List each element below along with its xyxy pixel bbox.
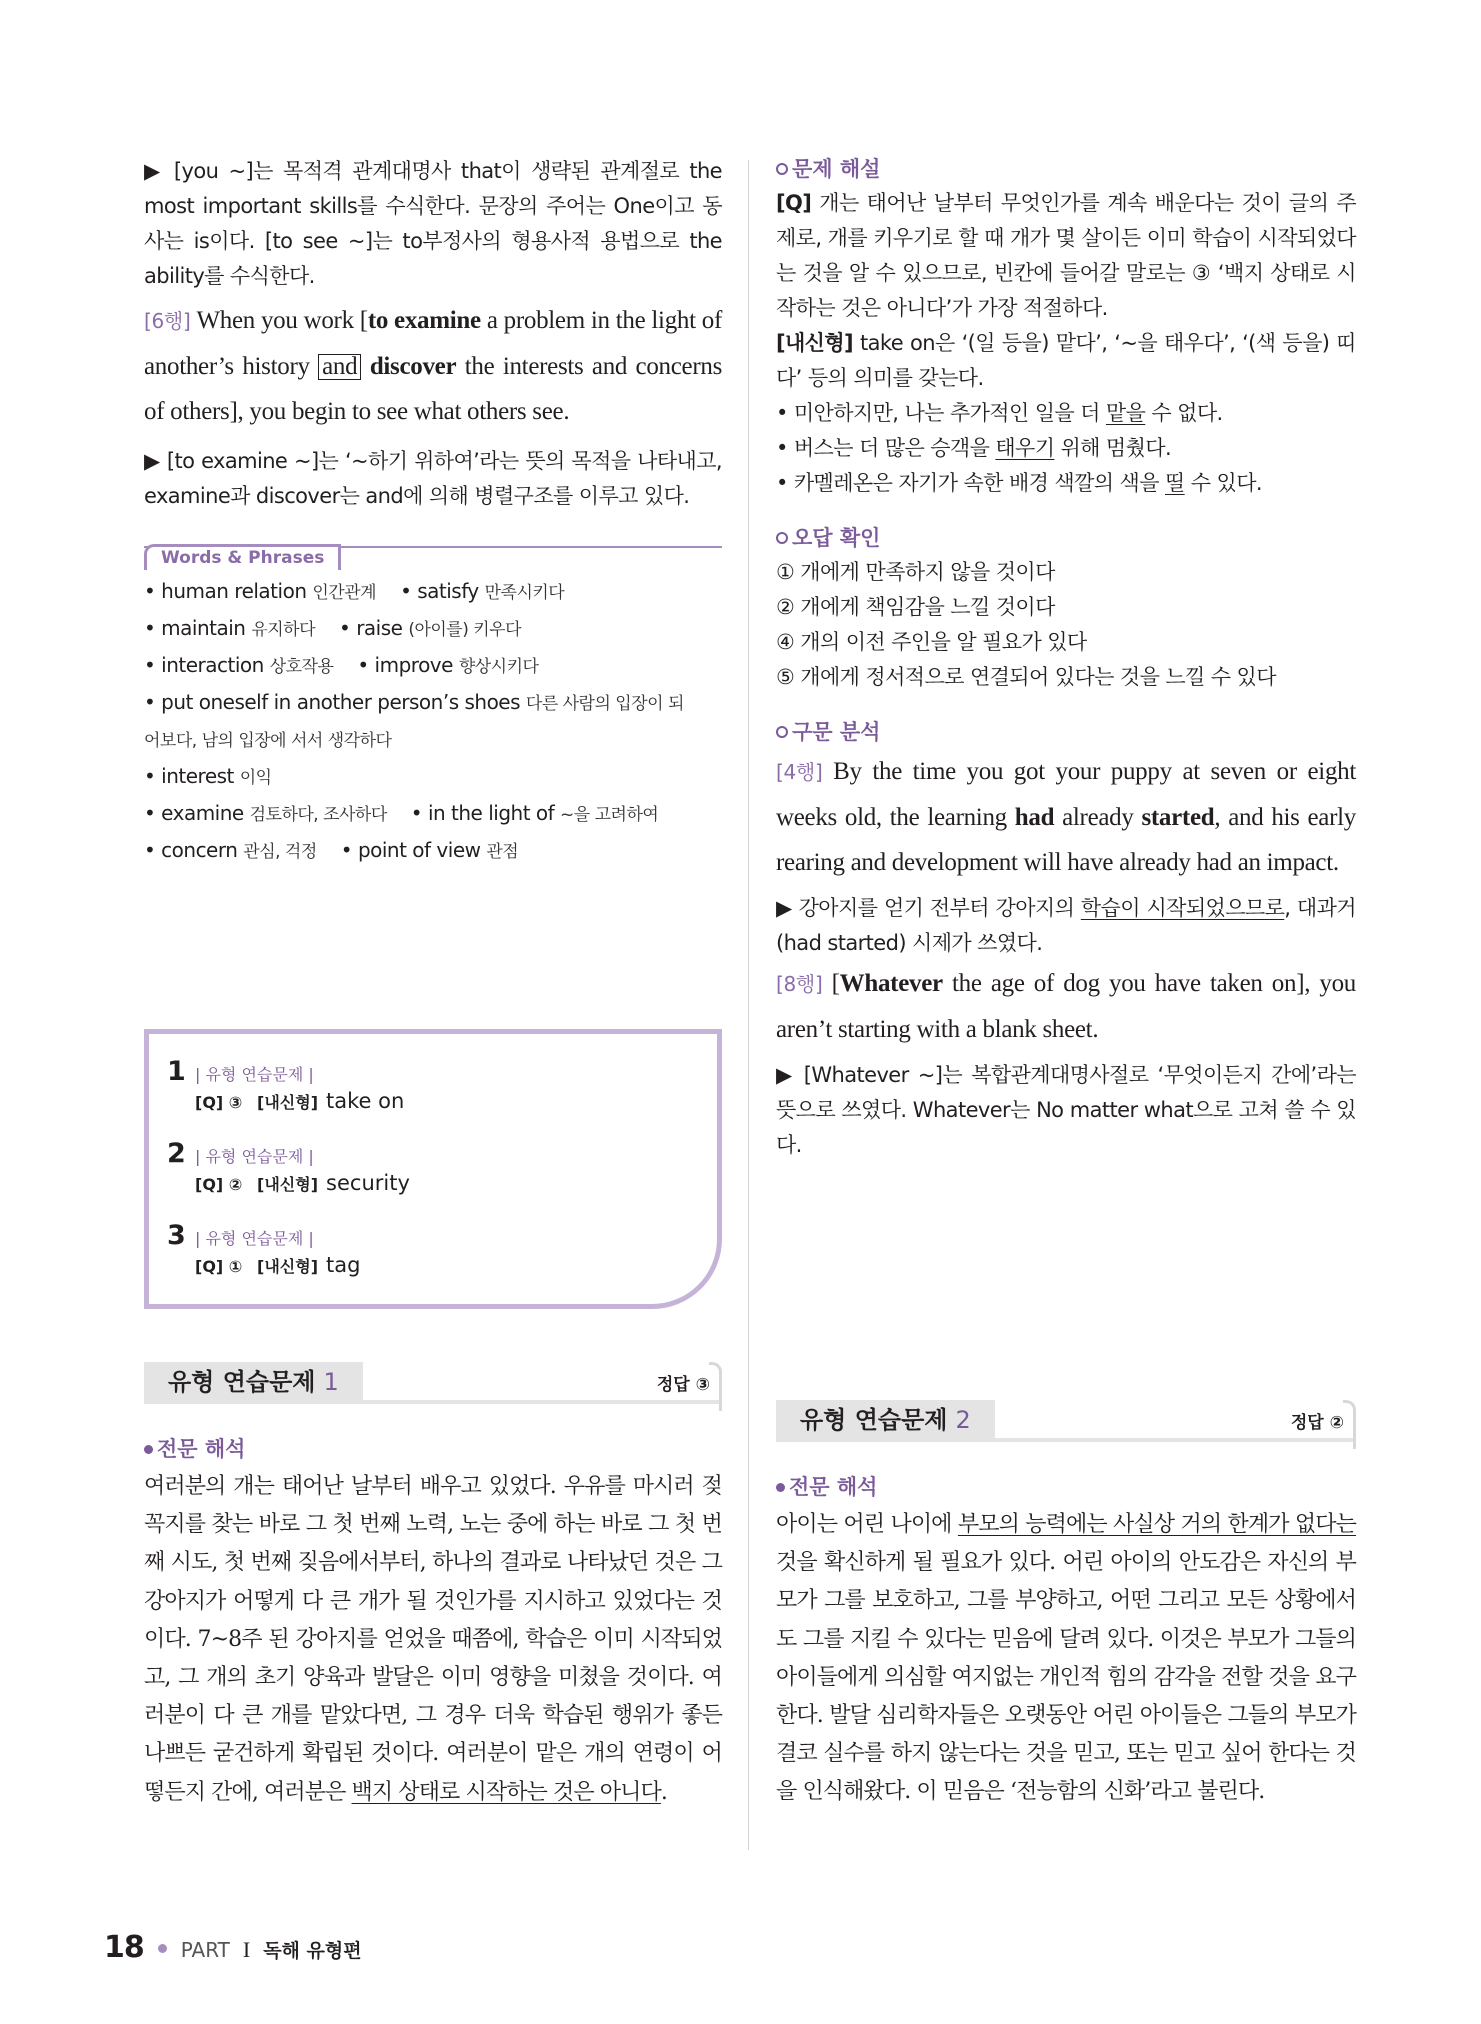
answer-type: | 유형 연습문제 | (195, 1147, 314, 1166)
wp-term: concern (161, 838, 238, 862)
dot-icon (158, 1944, 167, 1953)
wp-row (144, 648, 722, 685)
wp-item: • concern 관심, 걱정 (144, 838, 317, 862)
wp-term: improve (374, 653, 453, 677)
wrong-answer-list (776, 555, 1356, 695)
wp-row (144, 833, 722, 870)
wp-term: satisfy (417, 579, 479, 603)
wp-meaning: 상호작용 (269, 657, 334, 677)
n-answer: take on (326, 1089, 405, 1113)
wp-item: • satisfy 만족시키다 (400, 579, 565, 603)
wp-item: • in the light of ~을 고려하여 (410, 801, 659, 825)
words-phrases-box (144, 540, 722, 870)
grammar-note-2: ▶ [to examine ~]는 ‘~하기 위하여’라는 뜻의 목적을 나타내고, examine과 discover는 and에 의해 병렬구조를 이루고 있다. (144, 449, 722, 508)
line-8-sentence: [8행] [Whatever the age of dog you have taken on], you aren’t starting with a blank sheet. (776, 970, 1356, 1043)
example-2: • 버스는 더 많은 승객을 태우기 위해 멈췄다. (776, 436, 1172, 460)
line-4-sentence: [4행] By the time you got your puppy at seven or eight weeks old, the learning had already started, and his early rearing and development will have already had an impact. (776, 758, 1356, 876)
wrong-answer-item: ① 개에게 만족하지 않을 것이다 (776, 560, 1055, 584)
wp-meaning: 관점 (486, 842, 519, 862)
answer-number: 1 (167, 1056, 186, 1087)
wp-item: • put oneself in another person’s shoes 다른 사람의 입장이 되어보다, 남의 입장에 서서 생각하다 (144, 690, 684, 751)
n-explanation: [내신형] take on은 ‘(일 등을) 맡다’, ‘~을 태우다’, ‘(색 등을) 띠다’ 등의 의미를 갖는다. (776, 331, 1356, 390)
n-label: [내신형] (257, 1093, 319, 1112)
wrong-answer-item: ② 개에게 책임감을 느낄 것이다 (776, 595, 1055, 619)
wp-row (144, 611, 722, 648)
left-column (144, 154, 722, 870)
wp-item: • interaction 상호작용 (144, 653, 334, 677)
part-title: 독해 유형편 (263, 1940, 362, 1962)
page-number: 18 (104, 1930, 144, 1965)
grammar-note-1: ▶ [you ~]는 목적격 관계대명사 that이 생략된 관계절로 the most important skills를 수식한다. 문장의 주어는 One이고 동사는 is이다. [to see ~]는 to부정사의 형용사적 용법으로 the ability를 수식한다. (144, 159, 722, 288)
grammar-note-4: ▶ 강아지를 얻기 전부터 강아지의 학습이 시작되었으므로, 대과거(had started) 시제가 쓰였다. (776, 896, 1356, 955)
n-answer: tag (326, 1253, 361, 1277)
wp-meaning: 검토하다, 조사하다 (249, 805, 387, 825)
wp-item: • examine 검토하다, 조사하다 (144, 801, 387, 825)
section-header (776, 1400, 1356, 1448)
section-practice-2 (776, 1400, 1356, 1812)
translation-text: 아이는 어린 나이에 부모의 능력에는 사실상 거의 한계가 없다는 것을 확신하게 될 필요가 있다. 어린 아이의 안도감은 자신의 부모가 그를 보호하고, 그를 부양하고, 어떤 그리고 모든 상황에서도 그를 지킬 수 있다는 믿음에 달려 있다. 이것은 부모가 그들의 아이들에게 의심할 여지없는 개인적 힘의 감각을 전할 것을 요구한다. 발달 심리학자들은 오랫동안 어린 아이들은 그들의 부모가 결코 실수를 하지 않는다는 것을 믿고, 또는 믿고 싶어 한다는 것을 인식해왔다. 이 믿음은 ‘전능함의 신화’라고 불린다. (776, 1512, 1356, 1805)
wp-row (144, 796, 722, 833)
part-roman: I (242, 1937, 251, 1962)
answer-type: | 유형 연습문제 | (195, 1065, 314, 1084)
subheading-translation: 전문 해석 (776, 1470, 1356, 1504)
n-label: [내신형] (257, 1257, 319, 1276)
bullet-icon (144, 1445, 153, 1454)
wp-meaning: 만족시키다 (484, 583, 565, 603)
wp-item: • human relation 인간관계 (144, 579, 377, 603)
q-explanation: [Q] 개는 태어난 날부터 무엇인가를 계속 배운다는 것이 글의 주제로, 개를 키우기로 할 때 개가 몇 살이든 이미 학습이 시작되었다는 것을 알 수 있으므로, 빈칸에 들어갈 말로는 ③ ‘백지 상태로 시작하는 것은 아니다’가 가장 적절하다. (776, 191, 1356, 320)
wp-list (144, 574, 722, 870)
wp-term: interest (161, 764, 234, 788)
q-answer: [Q] ③ (195, 1093, 243, 1112)
subheading-wrong-answers: 오답 확인 (776, 521, 1356, 555)
wp-term: examine (161, 801, 244, 825)
wp-meaning: 유지하다 (251, 620, 316, 640)
wp-term: raise (356, 616, 403, 640)
wp-item: • raise (아이를) 키우다 (339, 616, 522, 640)
wp-meaning: (아이를) 키우다 (408, 620, 522, 640)
wp-meaning: 다른 사람의 입장이 되어보다, 남의 입장에 서서 생각하다 (144, 694, 684, 751)
wp-term: in the light of (427, 801, 555, 825)
wp-item: • maintain 유지하다 (144, 616, 316, 640)
wp-item: • interest 이익 (144, 764, 272, 788)
wp-term: human relation (161, 579, 307, 603)
example-3: • 카멜레온은 자기가 속한 배경 색깔의 색을 띨 수 있다. (776, 471, 1262, 495)
answer-number: 2 (167, 1138, 186, 1169)
wp-item: • point of view 관점 (340, 838, 519, 862)
subheading-explanation: 문제 해설 (776, 152, 1356, 186)
q-answer: [Q] ② (195, 1175, 243, 1194)
wp-term: interaction (161, 653, 264, 677)
wp-term: point of view (357, 838, 481, 862)
translation-text: 여러분의 개는 태어난 날부터 배우고 있었다. 우유를 마시러 젖꼭지를 찾는 바로 그 첫 번째 노력, 노는 중에 하는 바로 그 첫 번째 시도, 첫 번째 짖음에서부터, 하나의 결과로 나타났던 것은 그 강아지가 어떻게 다 큰 개가 될 것인가를 지시하고 있었다는 것이다. 7~8주 된 강아지를 얻었을 때쯤에, 학습은 이미 시작되었고, 그 개의 초기 양육과 발달은 이미 영향을 미쳤을 것이다. 여러분이 다 큰 개를 맡았다면, 그 경우 더욱 학습된 행위가 좋든 나쁘든 굳건하게 확립된 것이다. 여러분이 맡은 개의 연령이 어떻든지 간에, 여러분은 백지 상태로 시작하는 것은 아니다. (144, 1474, 722, 1805)
wp-term: maintain (161, 616, 246, 640)
wrong-answer-item: ④ 개의 이전 주인을 알 필요가 있다 (776, 630, 1087, 654)
answer-number: 3 (167, 1220, 186, 1251)
grammar-note-8: ▶ [Whatever ~]는 복합관계대명사절로 ‘무엇이든지 간에’라는 뜻으로 쓰였다. Whatever는 No matter what으로 고쳐 쓸 수 있다. (776, 1063, 1356, 1157)
answer-row (167, 1220, 717, 1302)
page-footer (104, 1930, 362, 1965)
circle-icon (776, 726, 788, 738)
wp-meaning: 인간관계 (312, 583, 377, 603)
answer-row (167, 1056, 717, 1138)
circle-icon (776, 163, 788, 175)
wp-meaning: 향상시키다 (458, 657, 539, 677)
example-1: • 미안하지만, 나는 추가적인 일을 더 맡을 수 없다. (776, 401, 1223, 425)
wp-row (144, 574, 722, 611)
line-tag: [6행] (144, 309, 191, 333)
subheading-translation: 전문 해석 (144, 1432, 722, 1466)
n-answer: security (326, 1171, 410, 1195)
n-label: [내신형] (257, 1175, 319, 1194)
right-column (776, 154, 1356, 1163)
wp-term: put oneself in another person’s shoes (161, 690, 521, 714)
wp-item: • improve 향상시키다 (357, 653, 539, 677)
section-title: 유형 연습문제 1 (144, 1362, 363, 1402)
wp-meaning: 관심, 걱정 (243, 842, 317, 862)
bullet-icon (776, 1483, 785, 1492)
q-answer: [Q] ① (195, 1257, 243, 1276)
column-divider (748, 160, 749, 1850)
answer-label: 정답 ③ (657, 1370, 710, 1395)
answer-row (167, 1138, 717, 1220)
part-label: PART (180, 1938, 230, 1962)
wp-title: Words & Phrases (144, 544, 341, 570)
section-title: 유형 연습문제 2 (776, 1400, 995, 1440)
answer-label: 정답 ② (1291, 1408, 1344, 1433)
section-header (144, 1362, 722, 1410)
wp-row (144, 685, 722, 796)
wp-meaning: 이익 (239, 768, 272, 788)
circle-icon (776, 532, 788, 544)
line-6-sentence: [6행] When you work [to examine a problem in the light of another’s history and discover the interests and concerns of others], you begin to see what others see. (144, 307, 723, 425)
subheading-syntax: 구문 분석 (776, 715, 1356, 749)
wp-meaning: ~을 고려하여 (560, 805, 659, 825)
section-practice-1 (144, 1362, 722, 1812)
answer-box (144, 1029, 722, 1309)
wrong-answer-item: ⑤ 개에게 정서적으로 연결되어 있다는 것을 느낄 수 있다 (776, 665, 1276, 689)
answer-type: | 유형 연습문제 | (195, 1229, 314, 1248)
